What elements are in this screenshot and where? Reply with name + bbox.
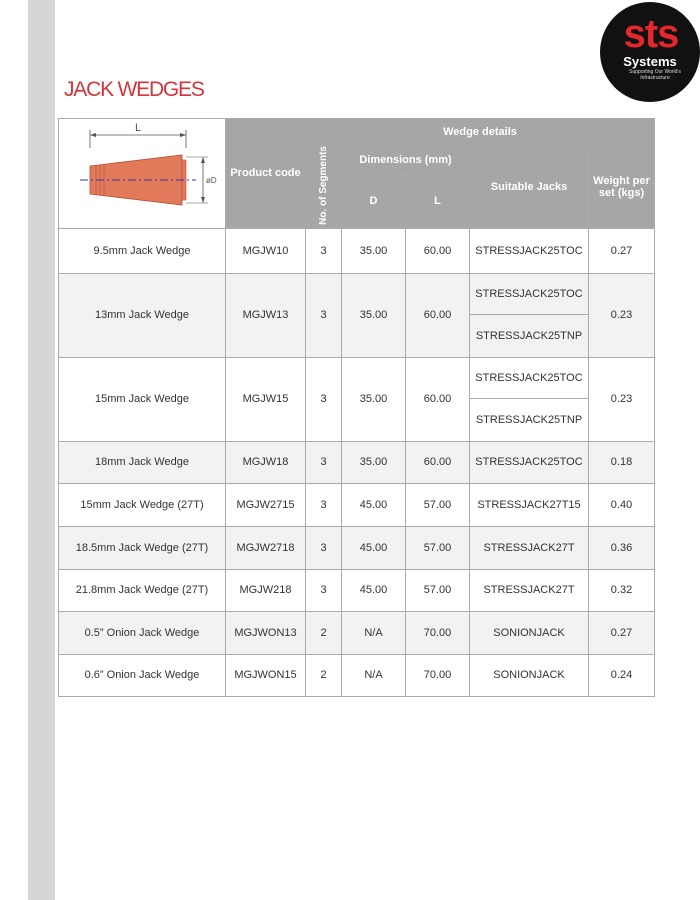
table-row <box>59 483 655 526</box>
table-row <box>59 273 655 314</box>
wedge-name: 18.5mm Jack Wedge (27T) <box>59 526 226 569</box>
wedge-name: 15mm Jack Wedge <box>59 357 226 441</box>
logo-name: Systems <box>623 54 677 69</box>
wedge-name: 15mm Jack Wedge (27T) <box>59 483 226 526</box>
wedge-details-header: Wedge details <box>306 119 655 146</box>
table-row <box>59 228 655 273</box>
wedge-name: 18mm Jack Wedge <box>59 441 226 483</box>
dimension-l: 57.00 <box>406 483 470 526</box>
dimension-l: 57.00 <box>406 526 470 569</box>
weight: 0.23 <box>589 357 655 441</box>
weight: 0.27 <box>589 611 655 654</box>
segments: 3 <box>306 228 342 273</box>
table-row <box>59 357 655 398</box>
product-code-header: Product code <box>226 119 306 229</box>
weight: 0.24 <box>589 654 655 696</box>
suitable-jack: STRESSJACK25TOC <box>470 273 589 314</box>
segments: 3 <box>306 441 342 483</box>
product-code: MGJW2715 <box>226 483 306 526</box>
suitable-jack: STRESSJACK27T15 <box>470 483 589 526</box>
segments-header-text: No. of Segments <box>318 146 329 225</box>
suitable-jack: STRESSJACK25TOC <box>470 357 589 398</box>
l-header: L <box>406 175 470 229</box>
suitable-jack: SONIONJACK <box>470 654 589 696</box>
d-header: D <box>342 175 406 229</box>
dimension-l: 70.00 <box>406 611 470 654</box>
dimension-l: 70.00 <box>406 654 470 696</box>
dimension-l: 60.00 <box>406 441 470 483</box>
suitable-jack: SONIONJACK <box>470 611 589 654</box>
dimension-d: N/A <box>342 611 406 654</box>
table-row <box>59 441 655 483</box>
wedge-diagram <box>62 122 222 222</box>
weight: 0.32 <box>589 569 655 611</box>
segments: 3 <box>306 526 342 569</box>
table-row <box>59 526 655 569</box>
segments: 3 <box>306 357 342 441</box>
weight-header: Weight per set (kgs) <box>589 146 655 229</box>
table-row <box>59 654 655 696</box>
wedge-name: 0.5” Onion Jack Wedge <box>59 611 226 654</box>
segments: 3 <box>306 569 342 611</box>
suitable-jack: STRESSJACK25TOC <box>470 228 589 273</box>
dimension-l: 60.00 <box>406 228 470 273</box>
suitable-jack: STRESSJACK25TOC <box>470 441 589 483</box>
product-code: MGJWON13 <box>226 611 306 654</box>
dimensions-header: Dimensions (mm) <box>342 146 470 175</box>
weight: 0.18 <box>589 441 655 483</box>
segments: 2 <box>306 611 342 654</box>
suitable-jack: STRESSJACK27T <box>470 569 589 611</box>
company-logo <box>600 2 700 102</box>
dimension-d: 45.00 <box>342 526 406 569</box>
wedge-name: 21.8mm Jack Wedge (27T) <box>59 569 226 611</box>
dimension-d: 35.00 <box>342 228 406 273</box>
wedge-name: 9.5mm Jack Wedge <box>59 228 226 273</box>
dimension-d: 45.00 <box>342 483 406 526</box>
segments: 3 <box>306 483 342 526</box>
weight: 0.27 <box>589 228 655 273</box>
product-code: MGJW18 <box>226 441 306 483</box>
product-code: MGJW2718 <box>226 526 306 569</box>
dimension-d: 45.00 <box>342 569 406 611</box>
dimension-d: 35.00 <box>342 357 406 441</box>
weight: 0.23 <box>589 273 655 357</box>
suitable-jack: STRESSJACK25TNP <box>470 314 589 357</box>
length-label: L <box>134 121 142 134</box>
dimension-d: N/A <box>342 654 406 696</box>
suitable-jack: STRESSJACK27T <box>470 526 589 569</box>
segments: 3 <box>306 273 342 357</box>
table-row <box>59 569 655 611</box>
product-code: MGJW218 <box>226 569 306 611</box>
dimension-l: 60.00 <box>406 357 470 441</box>
product-code: MGJW10 <box>226 228 306 273</box>
segments: 2 <box>306 654 342 696</box>
page-title: JACK WEDGES <box>64 78 204 101</box>
dimension-d: 35.00 <box>342 441 406 483</box>
logo-tagline: Supporting Our World's Infrastructure <box>629 69 681 81</box>
suitable-jack: STRESSJACK25TNP <box>470 398 589 441</box>
dimension-l: 57.00 <box>406 569 470 611</box>
diameter-label: øD <box>206 175 217 185</box>
product-code: MGJW15 <box>226 357 306 441</box>
dimension-d: 35.00 <box>342 273 406 357</box>
wedge-name: 13mm Jack Wedge <box>59 273 226 357</box>
weight: 0.40 <box>589 483 655 526</box>
segments-header <box>306 146 342 229</box>
table-row <box>59 611 655 654</box>
wedge-name: 0.6” Onion Jack Wedge <box>59 654 226 696</box>
dimension-l: 60.00 <box>406 273 470 357</box>
suitable-jacks-header: Suitable Jacks <box>470 146 589 229</box>
wedge-table <box>58 118 655 697</box>
side-bar <box>28 0 55 900</box>
product-code: MGJWON15 <box>226 654 306 696</box>
product-code: MGJW13 <box>226 273 306 357</box>
logo-mark: sts <box>623 12 679 56</box>
weight: 0.36 <box>589 526 655 569</box>
wedge-diagram-cell <box>59 119 226 229</box>
